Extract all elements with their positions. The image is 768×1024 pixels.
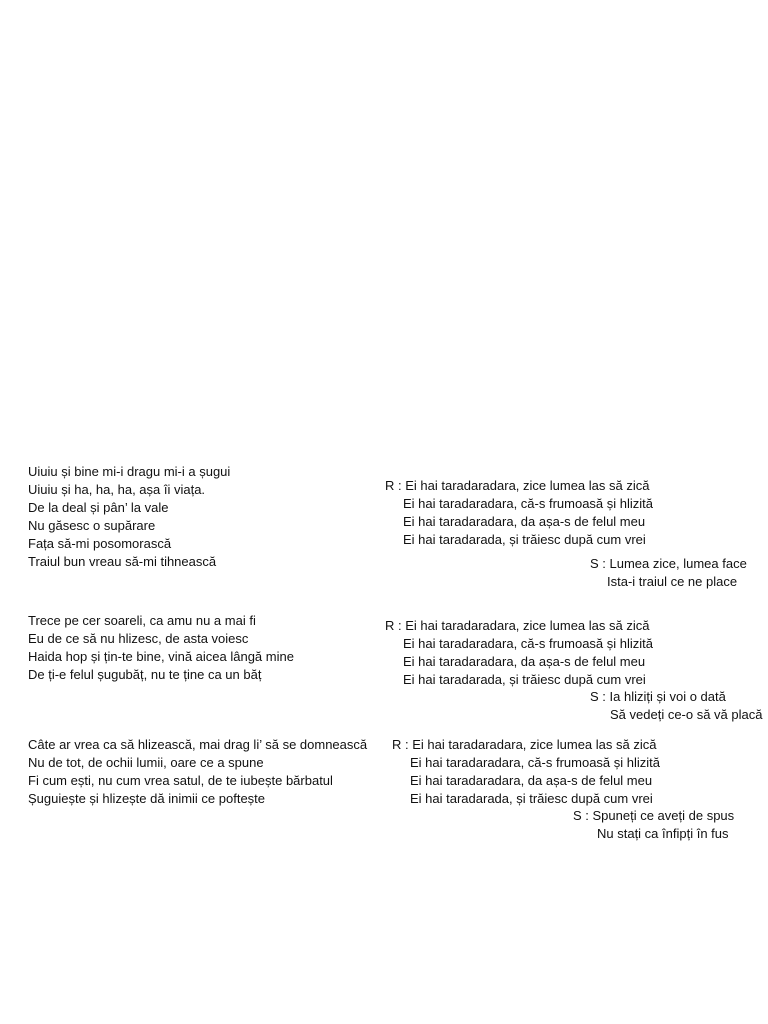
stanza-2-verses [28, 612, 294, 684]
verse-line: Fi cum ești, nu cum vrea satul, de te iubește bărbatul [28, 773, 333, 788]
stanza-1-verses [28, 463, 230, 571]
refrain-line: Ei hai taradaradara, că-s frumoasă și hlizită [410, 755, 661, 770]
refrain-line: Ei hai taradaradara, da așa-s de felul meu [403, 654, 646, 669]
refrain-line: Ei hai taradarada, și trăiesc după cum vrei [403, 672, 646, 687]
verse-line: Nu găsesc o supărare [28, 518, 156, 533]
refrain-line: Ei hai taradaradara, da așa-s de felul meu [410, 773, 653, 788]
verse-line: Uiuiu și bine mi-i dragu mi-i a șugui [28, 464, 231, 479]
verse-line: De la deal și pân’ la vale [28, 500, 169, 515]
solo-line: S : Spuneți ce aveți de spus [573, 808, 735, 823]
verse-line: Eu de ce să nu hlizesc, de asta voiesc [28, 631, 249, 646]
solo-line: Ista-i traiul ce ne place [607, 574, 738, 589]
stanza-1-refrain [385, 477, 653, 549]
verse-line: De ți-e felul șugubăț, nu te ține ca un băț [28, 667, 262, 682]
solo-line: S : Ia hliziți și voi o dată [590, 689, 726, 704]
refrain-line: Ei hai taradarada, și trăiesc după cum vrei [403, 532, 646, 547]
verse-line: Trece pe cer soareli, ca amu nu a mai fi [28, 613, 256, 628]
verse-line: Câte ar vrea ca să hlizească, mai drag li’ să se domnească [28, 737, 368, 752]
refrain-line: R : Ei hai taradaradara, zice lumea las să zică [392, 737, 657, 752]
solo-line: S : Lumea zice, lumea face [590, 556, 747, 571]
verse-line: Uiuiu și ha, ha, ha, așa îi viața. [28, 482, 206, 497]
stanza-3-refrain [392, 736, 660, 808]
verse-line: Nu de tot, de ochii lumii, oare ce a spune [28, 755, 264, 770]
refrain-line: Ei hai taradaradara, da așa-s de felul meu [403, 514, 646, 529]
refrain-line: R : Ei hai taradaradara, zice lumea las să zică [385, 478, 650, 493]
refrain-line: Ei hai taradarada, și trăiesc după cum vrei [410, 791, 653, 806]
verse-line: Haida hop și țin-te bine, vină aicea lângă mine [28, 649, 294, 664]
stanza-3-solo [573, 807, 734, 843]
stanza-2-solo [590, 688, 762, 724]
refrain-line: Ei hai taradaradara, că-s frumoasă și hlizită [403, 636, 654, 651]
stanza-3-verses [28, 736, 367, 808]
verse-line: Traiul bun vreau să-mi tihnească [28, 554, 217, 569]
solo-line: Nu stați ca înfipți în fus [597, 826, 729, 841]
stanza-1-solo [590, 555, 747, 591]
stanza-2-refrain [385, 617, 653, 689]
refrain-line: Ei hai taradaradara, că-s frumoasă și hlizită [403, 496, 654, 511]
solo-line: Să vedeți ce-o să vă placă [610, 707, 763, 722]
refrain-line: R : Ei hai taradaradara, zice lumea las să zică [385, 618, 650, 633]
verse-line: Șuguiește și hlizește dă inimii ce poftește [28, 791, 266, 806]
verse-line: Fața să-mi posomorască [28, 536, 172, 551]
